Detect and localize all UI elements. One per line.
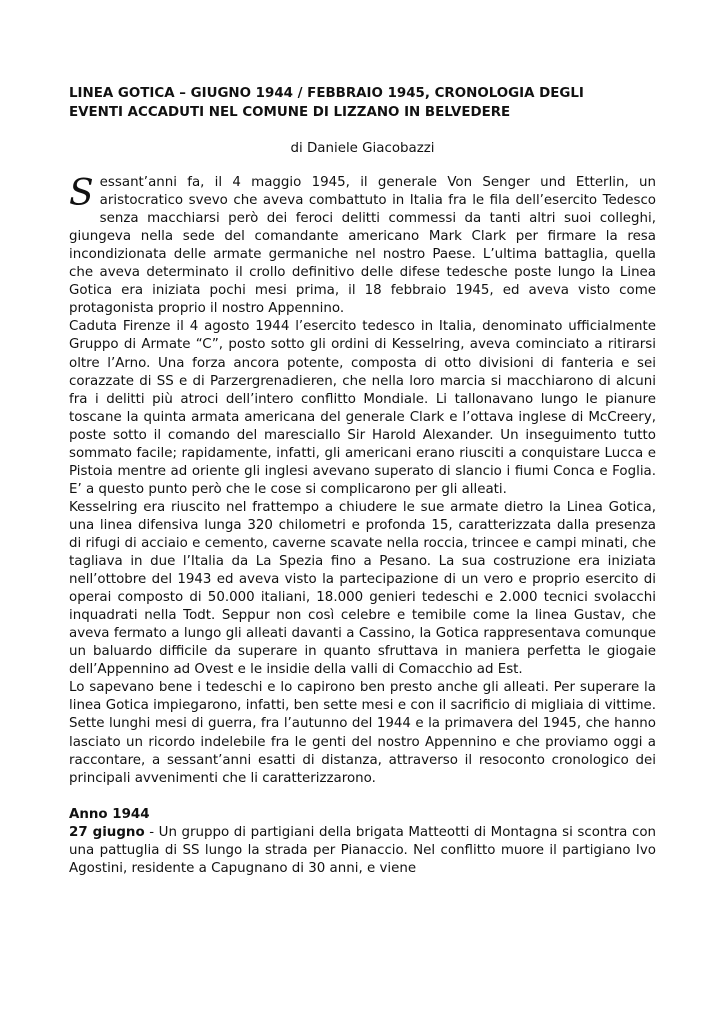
- paragraph-1-text: essant’anni fa, il 4 maggio 1945, il generale Von Senger und Etterlin, un aristocratico svevo che aveva combattuto in Italia fra le fila dell’esercito Tedesco senza macchiarsi però dei feroci delitti commessi da tanti altri suoi colleghi, giungeva nella sede del comandante americano Mark Clark per firmare la resa incondizionata delle armate germaniche nel nostro Paese. L’ultima battaglia, quella che aveva determinato il crollo definitivo delle difese tedesche poste lungo la Linea Gotica era iniziata pochi mesi prima, il 18 febbraio 1945, ed aveva visto come protagonista proprio il nostro Appennino.: [69, 175, 656, 317]
- document-title: [69, 84, 656, 122]
- drop-cap: S: [69, 173, 94, 215]
- entry-text: - Un gruppo di partigiani della brigata Matteotti di Montagna si scontra con una pattuglia di SS lungo la strada per Pianaccio. Nel conflitto muore il partigiano Ivo Agostini, residente a Capugnano di 30 anni, e viene: [69, 824, 656, 876]
- paragraph-1: [69, 174, 656, 318]
- entry-date: 27 giugno: [69, 824, 145, 840]
- title-line-2: EVENTI ACCADUTI NEL COMUNE DI LIZZANO IN BELVEDERE: [69, 105, 511, 120]
- paragraph-3: Kesselring era riuscito nel frattempo a chiudere le sue armate dietro la Linea Gotica, una linea difensiva lunga 320 chilometri e profonda 15, caratterizzata dalla presenza di rifugi di acciaio e cemento, caverne scavate nella roccia, trincee e campi minati, che tagliava in due l’Italia da La Spezia fino a Pesano. La sua costruzione era iniziata nell’ottobre del 1943 ed aveva visto la partecipazione di un vero e proprio esercito di operai composto di 50.000 italiani, 18.000 genieri tedeschi e 2.000 tecnici svolacchi inquadrati nella Todt. Seppur non così celebre e temibile come la linea Gustav, che aveva fermato a lungo gli alleati davanti a Cassino, la Gotica rappresentava comunque un baluardo difficile da superare in quanto sfruttava in maniera perfetta le giogaie dell’Appennino ad Ovest e le insidie della valli di Comacchio ad Est.: [69, 499, 656, 678]
- chronology-entry: [69, 824, 656, 878]
- paragraph-2: Caduta Firenze il 4 agosto 1944 l’esercito tedesco in Italia, denominato ufficialmente Gruppo di Armate “C”, posto sotto gli ordini di Kesselring, aveva cominciato a ritirarsi oltre l’Arno. Una forza ancora potente, composta di otto divisioni di fanteria e sei corazzate di SS e di Parzergrenadieren, che nella loro marcia si macchiarono di alcuni fra i delitti più atroci dell’intero conflitto Mondiale. Li tallonavano lungo le pianure toscane la quinta armata americana del generale Clark e l’ottava inglese di McCreery, poste sotto il comando del maresciallo Sir Harold Alexander. Un inseguimento tutto sommato facile; rapidamente, infatti, gli americani erano riusciti a conquistare Lucca e Pistoia mentre ad oriente gli inglesi avevano superato di slancio i fiumi Conca e Foglia. E’ a questo punto però che le cose si complicarono per gli alleati.: [69, 319, 656, 497]
- year-heading: Anno 1944: [69, 806, 150, 822]
- title-line-1: LINEA GOTICA – GIUGNO 1944 / FEBBRAIO 1945, CRONOLOGIA DEGLI: [69, 86, 584, 101]
- paragraph-4: Lo sapevano bene i tedeschi e lo capirono ben presto anche gli alleati. Per superare la linea Gotica impiegarono, infatti, ben sette mesi e con il sacrificio di migliaia di vittime. Sette lunghi mesi di guerra, fra l’autunno del 1944 e la primavera del 1945, che hanno lasciato un ricordo indelebile fra le genti del nostro Appennino e che proviamo oggi a raccontare, a sessant’anni esatti di distanza, attraverso il resoconto cronologico dei principali avvenimenti che li caratterizzarono.: [69, 680, 656, 786]
- document-page: [69, 84, 656, 878]
- author-byline: di Daniele Giacobazzi: [290, 141, 435, 156]
